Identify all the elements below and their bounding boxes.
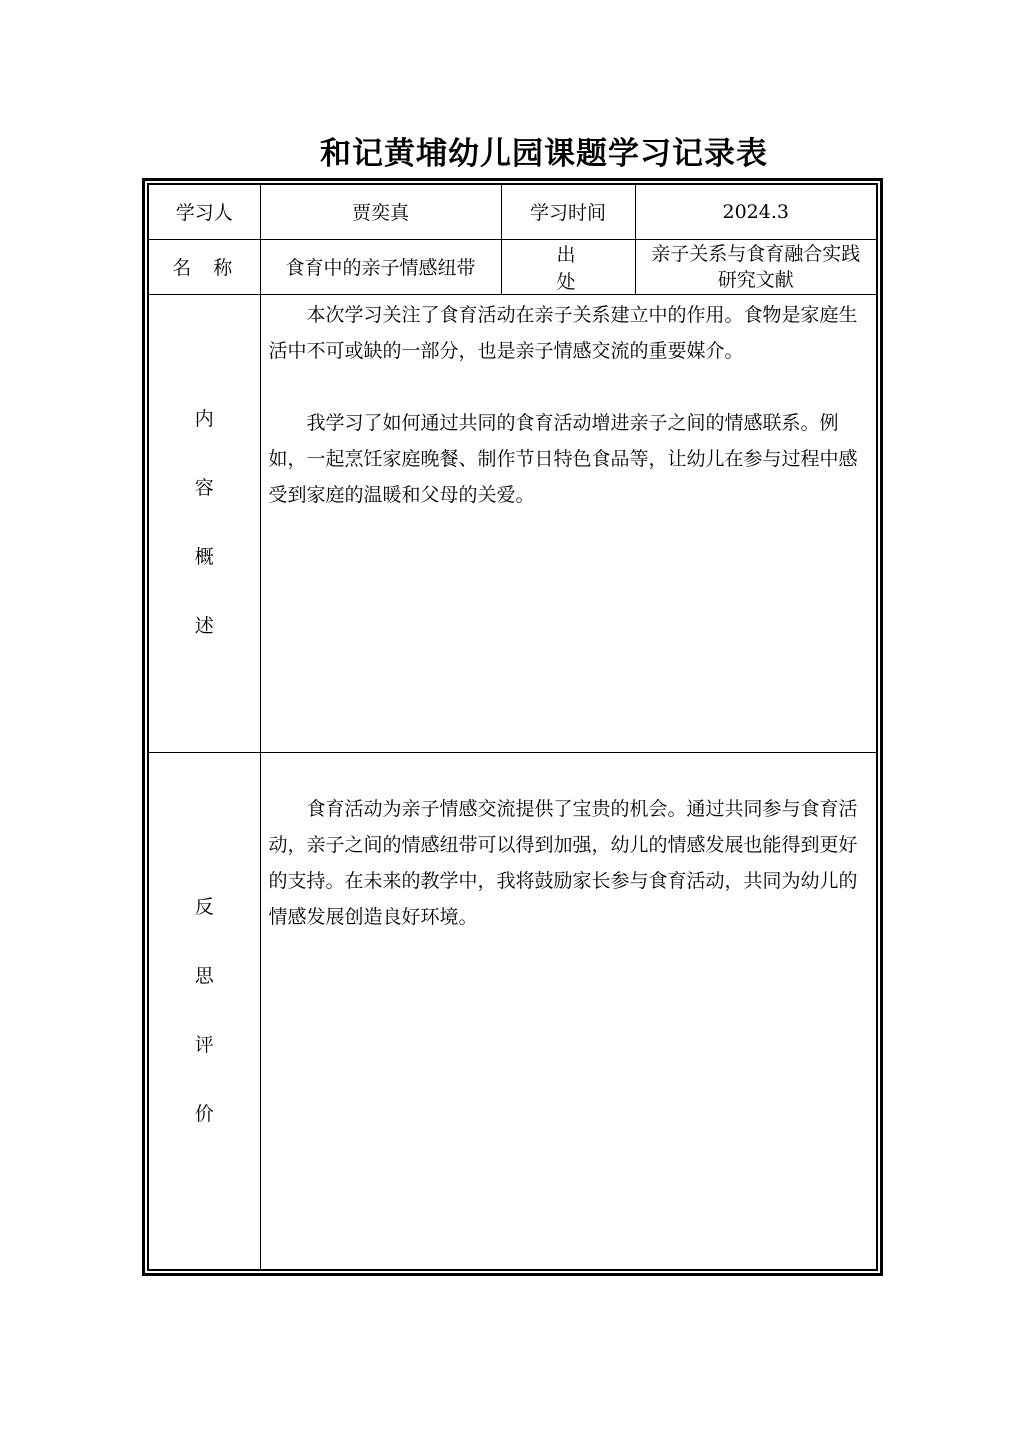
name-value: 食育中的亲子情感纽带 xyxy=(260,239,501,294)
row-learner xyxy=(149,185,876,239)
summary-paragraph: 我学习了如何通过共同的食育活动增进亲子之间的情感联系。例如，一起烹饪家庭晚餐、制作节日特色食品等，让幼儿在参与过程中感受到家庭的温暖和父母的关爱。 xyxy=(268,411,858,506)
summary-label-char: 概 xyxy=(194,546,214,568)
reflection-label-char: 评 xyxy=(194,1033,214,1056)
source-value xyxy=(635,239,876,294)
learner-label: 学习人 xyxy=(149,185,260,239)
summary-paragraph: 本次学习关注了食育活动在亲子关系建立中的作用。食物是家庭生活中不可或缺的一部分，也是亲子情感交流的重要媒介。 xyxy=(268,303,858,362)
row-reflection xyxy=(149,752,876,1269)
reflection-content xyxy=(260,752,876,1269)
row-name-source xyxy=(149,239,876,294)
summary-label-char: 容 xyxy=(194,477,214,499)
name-label: 名称 xyxy=(149,239,260,294)
record-table-frame xyxy=(142,178,883,1276)
source-line-1: 亲子关系与食育融合实践 xyxy=(651,242,861,265)
summary-content xyxy=(260,294,876,752)
reflection-label-char: 反 xyxy=(194,895,214,918)
row-summary xyxy=(149,294,876,752)
reflection-label xyxy=(149,752,260,1269)
summary-label-char: 内 xyxy=(194,408,214,430)
source-label: 出处 xyxy=(501,239,635,294)
reflection-label-char: 思 xyxy=(194,964,214,987)
source-line-2: 研究文献 xyxy=(717,268,794,291)
learner-value: 贾奕真 xyxy=(260,185,501,239)
page-title: 和记黄埔幼儿园课题学习记录表 xyxy=(320,136,768,172)
record-table xyxy=(149,185,876,1269)
summary-label-char: 述 xyxy=(194,615,214,637)
reflection-label-char: 价 xyxy=(194,1102,214,1125)
summary-label xyxy=(149,294,260,752)
record-table-inner-border xyxy=(147,183,878,1271)
time-value: 2024.3 xyxy=(635,185,876,239)
time-label: 学习时间 xyxy=(501,185,635,239)
reflection-paragraph: 食育活动为亲子情感交流提供了宝贵的机会。通过共同参与食育活动，亲子之间的情感纽带可以得到加强，幼儿的情感发展也能得到更好的支持。在未来的教学中，我将鼓励家长参与食育活动，共同为幼儿的情感发展创造良好环境。 xyxy=(268,797,858,928)
